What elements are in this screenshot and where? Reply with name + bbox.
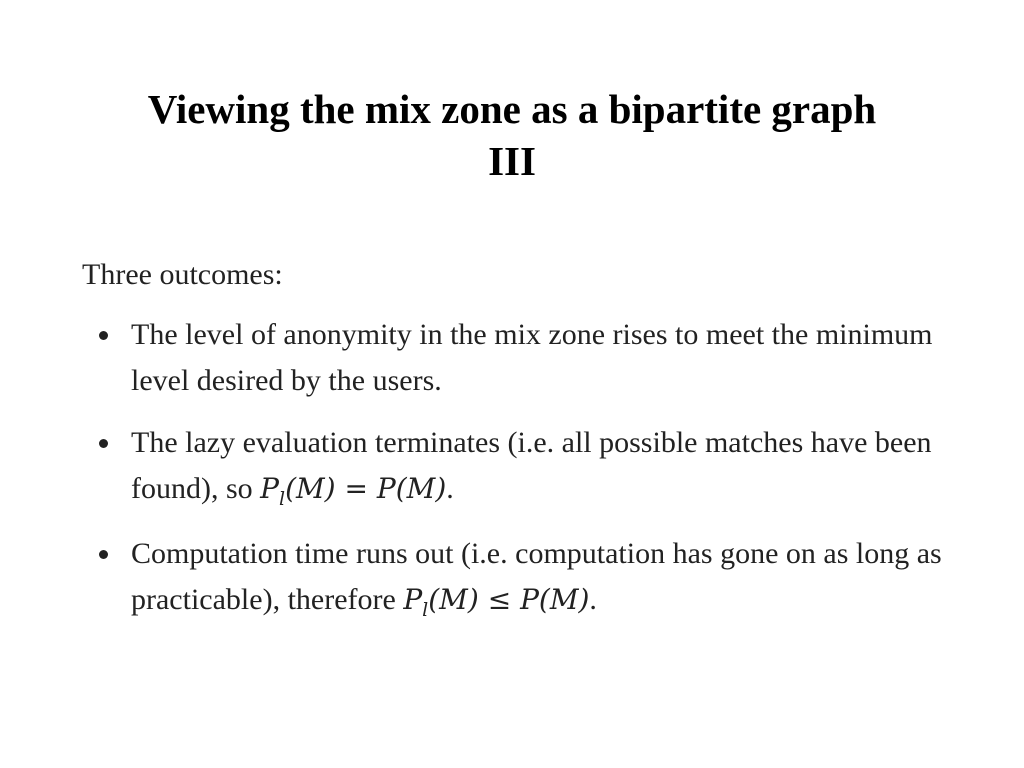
- bullet-icon: [99, 550, 108, 559]
- formula-lhs-symbol: P: [403, 583, 423, 616]
- list-item: [82, 420, 962, 515]
- intro-text: Three outcomes:: [82, 258, 283, 291]
- formula-lhs-symbol: P: [260, 472, 279, 505]
- formula-equality: [260, 472, 447, 510]
- formula-rhs: P(M): [520, 583, 590, 616]
- list-item: [82, 312, 962, 404]
- slide-body: [82, 252, 962, 642]
- bullet-icon: [99, 331, 108, 340]
- formula-inequality: [403, 583, 590, 621]
- formula-lhs-subscript: l: [279, 488, 286, 510]
- slide-title-line-2: III: [488, 138, 536, 184]
- bullet-text-end: .: [589, 583, 597, 616]
- bullet-text: The level of anonymity in the mix zone rises to meet the minimum level desired by the users.: [131, 318, 933, 397]
- slide-title: [0, 83, 1024, 187]
- outcomes-list: [82, 312, 962, 626]
- bullet-icon: [99, 439, 108, 448]
- formula-lhs-subscript: l: [422, 599, 429, 621]
- list-item: [82, 531, 962, 626]
- formula-relation: =: [344, 472, 368, 505]
- formula-lhs-arg: (M): [428, 583, 479, 616]
- bullet-text-end: .: [446, 472, 454, 505]
- formula-lhs-arg: (M): [285, 472, 336, 505]
- formula-relation: ≤: [487, 583, 512, 616]
- bullet-text: Computation time runs out (i.e. computation has gone on as long as practicable), therefore: [131, 537, 942, 616]
- slide-title-line-1: Viewing the mix zone as a bipartite graph: [147, 86, 877, 132]
- bullet-text: The lazy evaluation terminates (i.e. all possible matches have been found), so: [131, 426, 932, 505]
- formula-rhs: P(M): [376, 472, 447, 505]
